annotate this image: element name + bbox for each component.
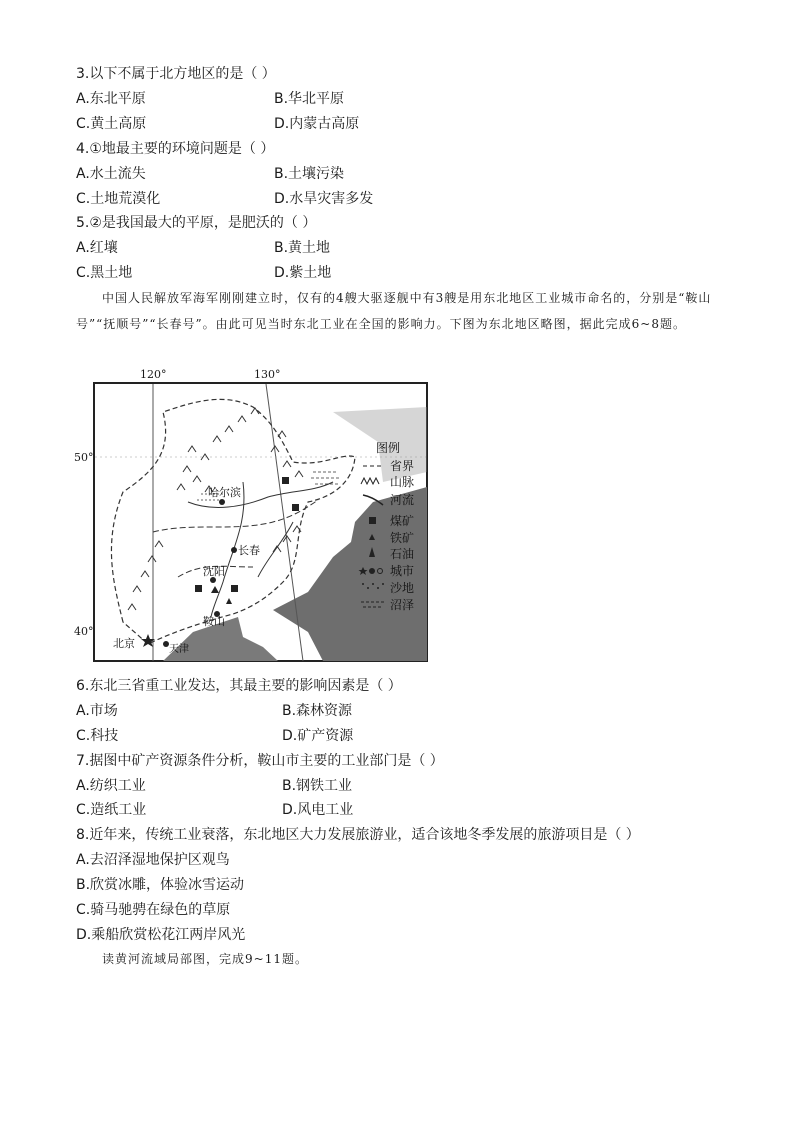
q8-option-b: B.欣赏冰雕，体验冰雪运动 [76, 877, 245, 893]
legend-label-marsh: 沼泽 [390, 598, 415, 612]
q4-stem: 4.①地最主要的环境问题是（ ） [76, 141, 275, 157]
q6-option-d: D.矿产资源 [282, 728, 354, 744]
q5-option-a: A.红壤 [76, 240, 118, 256]
q6-option-c: C.科技 [76, 728, 119, 744]
legend-label-coal: 煤矿 [390, 514, 415, 528]
passage-6-8: 中国人民解放军海军刚刚建立时，仅有的4艘大驱逐舰中有3艘是用东北地区工业城市命名的，分别是“鞍山号”“抚顺号”“长春号”。由此可见当时东北工业在全国的影响力。下图为东北地区略图，据此完成6~8题。 [76, 291, 712, 331]
longitude-label-120: 120° [140, 368, 167, 381]
q5-option-c: C.黑土地 [76, 265, 133, 281]
northeast-china-map [93, 382, 428, 662]
longitude-label-130: 130° [254, 368, 281, 381]
passage-9-11: 读黄河流域局部图，完成9~11题。 [102, 952, 308, 966]
legend-label-sand: 沙地 [390, 581, 415, 595]
q4-option-b: B.土壤污染 [274, 166, 345, 182]
city-label-harbin: 哈尔滨 [208, 486, 241, 499]
q4-option-c: C.土地荒漠化 [76, 191, 161, 207]
city-label-shenyang: 沈阳 [203, 565, 225, 578]
q6-option-b: B.森林资源 [282, 703, 353, 719]
q8-option-a: A.去沼泽湿地保护区观鸟 [76, 852, 230, 868]
q3-stem: 3.以下不属于北方地区的是（ ） [76, 66, 276, 82]
legend-label-river: 河流 [390, 493, 415, 507]
coal-mine-icon [369, 517, 376, 524]
q7-option-b: B.钢铁工业 [282, 778, 353, 794]
city-label-beijing: 北京 [113, 637, 135, 650]
q5-stem: 5.②是我国最大的平原，是肥沃的（ ） [76, 215, 317, 231]
legend-label-province: 省界 [390, 459, 415, 473]
q3-option-a: A.东北平原 [76, 91, 146, 107]
q8-stem: 8.近年来，传统工业衰落，东北地区大力发展旅游业，适合该地冬季发展的旅游项目是（ ） [76, 827, 640, 843]
q5-option-b: B.黄土地 [274, 240, 331, 256]
legend-label-oil: 石油 [390, 547, 415, 561]
q7-option-d: D.风电工业 [282, 802, 354, 818]
q8-option-c: C.骑马驰骋在绿色的草原 [76, 902, 231, 918]
longitude-label-120 [141, 382, 168, 383]
legend-label-city: 城市 [390, 564, 415, 578]
city-label-anshan: 鞍山 [203, 615, 225, 628]
q7-stem: 7.据图中矿产资源条件分析，鞍山市主要的工业部门是（ ） [76, 753, 444, 769]
legend-label-mountain: 山脉 [390, 475, 415, 489]
q3-option-c: C.黄土高原 [76, 116, 147, 132]
q4-option-a: A.水土流失 [76, 166, 146, 182]
q3-option-d: D.内蒙古高原 [274, 116, 360, 132]
q6-option-a: A.市场 [76, 703, 118, 719]
q7-option-a: A.纺织工业 [76, 778, 146, 794]
city-label-tianjin: 天津 [169, 644, 189, 655]
q5-option-d: D.紫土地 [274, 265, 332, 281]
latitude-label-50: 50° [74, 451, 94, 464]
legend-title: 图例 [376, 441, 401, 455]
q7-option-c: C.造纸工业 [76, 802, 147, 818]
latitude-label-40: 40° [74, 625, 94, 638]
legend-label-iron: 铁矿 [390, 531, 415, 545]
q3-option-b: B.华北平原 [274, 91, 345, 107]
q8-option-d: D.乘船欣赏松花江两岸风光 [76, 927, 246, 943]
q4-option-d: D.水旱灾害多发 [274, 191, 374, 207]
city-label-changchun: 长春 [238, 544, 260, 557]
q6-stem: 6.东北三省重工业发达，其最主要的影响因素是（ ） [76, 678, 402, 694]
